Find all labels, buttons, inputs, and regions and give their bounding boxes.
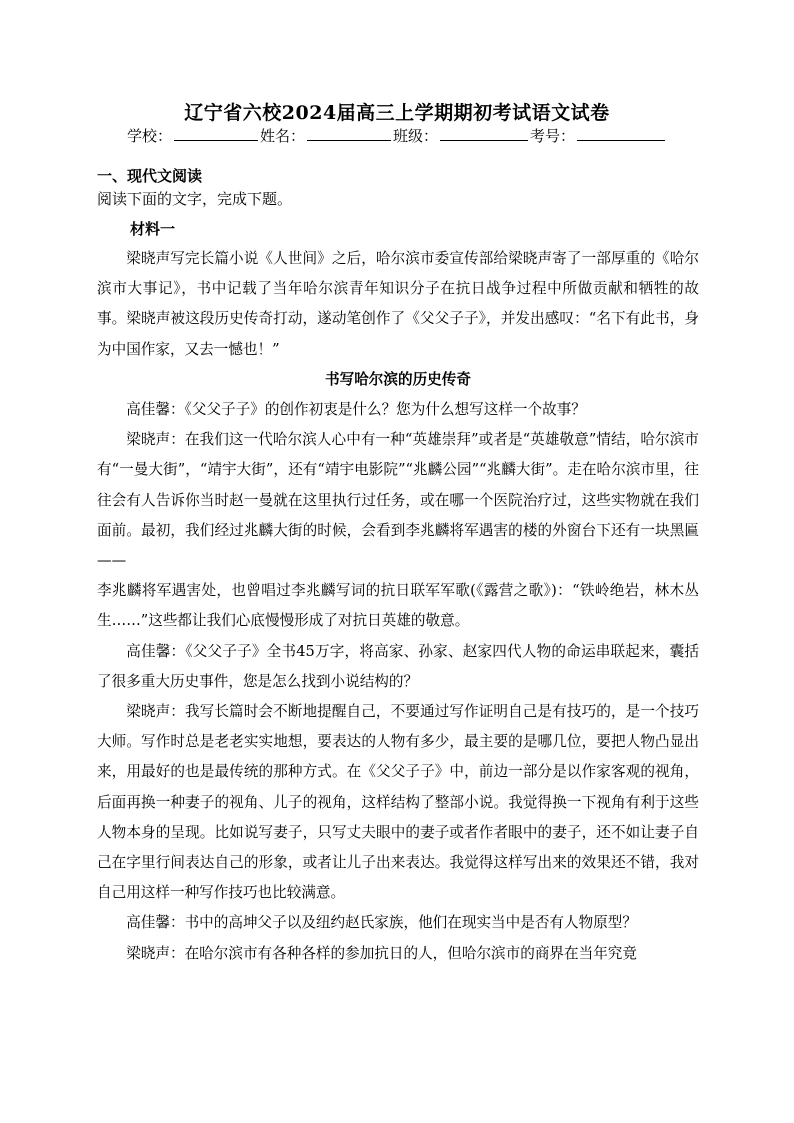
name-field[interactable] <box>307 126 391 141</box>
reading-instruction: 阅读下面的文字，完成下题。 <box>97 190 293 208</box>
paragraph: 梁晓声：我写长篇时会不断地提醒自己，不要通过写作证明自己是有技巧的，是一个技巧大师。写作时总是老老实实地想，要表达的人物有多少，最主要的是哪几位，要把人物凸显出来，用最好的也是最传统的那种方式。在《父父子子》中，前边一部分是以作家客观的视角，后面再换一种妻子的视角、儿子的视角，这样结构了整部小说。我觉得换一下视角有利于这些人物本身的呈现。比如说写妻子，只写丈夫眼中的妻子或者作者眼中的妻子，还不如让妻子自己在字里行间表达自己的形象，或者让儿子出来表达。我觉得这样写出来的效果还不错，我对自己用这样一种写作技巧也比较满意。 <box>97 703 699 902</box>
page-title: 辽宁省六校2024届高三上学期期初考试语文试卷 <box>184 102 610 124</box>
name-label: 姓名： <box>259 127 305 145</box>
reading-passage <box>97 244 699 969</box>
exam-no-field[interactable] <box>577 126 665 141</box>
paragraph: 高佳馨：书中的高坤父子以及纽约赵氏家族，他们在现实当中是否有人物原型？ <box>126 914 637 932</box>
class-label: 班级： <box>393 127 439 145</box>
class-field[interactable] <box>440 126 528 141</box>
material-label: 材料一 <box>130 220 176 238</box>
paragraph: 梁晓声：在哈尔滨市有各种各样的参加抗日的人，但哈尔滨市的商界在当年究竟 <box>126 944 637 962</box>
school-label: 学校： <box>126 127 172 145</box>
paragraph: 梁晓声写完长篇小说《人世间》之后，哈尔滨市委宣传部给梁晓声寄了一部厚重的《哈尔滨市大事记》，书中记载了当年哈尔滨青年知识分子在抗日战争过程中所做贡献和牺牲的故事。梁晓声被这段历史传奇打动，遂动笔创作了《父父子子》，并发出感叹：“名下有此书，身为中国作家，又去一憾也！” <box>97 250 699 358</box>
paragraph: 梁晓声：在我们这一代哈尔滨人心中有一种“英雄崇拜”或者是“英雄敬意”情结，哈尔滨市有“一曼大街”，“靖宇大街”，还有“靖宇电影院”“兆麟公园”“兆麟大街”。走在哈尔滨市里，往往会有人告诉你当时赵一曼就在这里执行过任务，或在哪一个医院治疗过，这些实物就在我们面前。最初，我们经过兆麟大街的时候，会看到李兆麟将军遇害的楼的外窗台下还有一块黑匾—— <box>97 431 699 570</box>
paragraph: 高佳馨：《父父子子》的创作初衷是什么？您为什么想写这样一个故事？ <box>126 401 586 419</box>
interview-subtitle: 书写哈尔滨的历史传奇 <box>325 370 471 388</box>
paragraph: 李兆麟将军遇害处，也曾唱过李兆麟写词的抗日联军军歌(《露营之歌》)：“铁岭绝岩，林木丛生……”这些都让我们心底慢慢形成了对抗日英雄的敬意。 <box>97 582 699 630</box>
school-field[interactable] <box>174 126 258 141</box>
paragraph: 高佳馨：《父父子子》全书45万字，将高家、孙家、赵家四代人物的命运串联起来，囊括了很多重大历史事件，您是怎么找到小说结构的？ <box>97 642 699 690</box>
exam-no-label: 考号： <box>530 127 576 145</box>
student-info-line <box>0 125 794 146</box>
section-heading: 一、现代文阅读 <box>97 167 203 185</box>
